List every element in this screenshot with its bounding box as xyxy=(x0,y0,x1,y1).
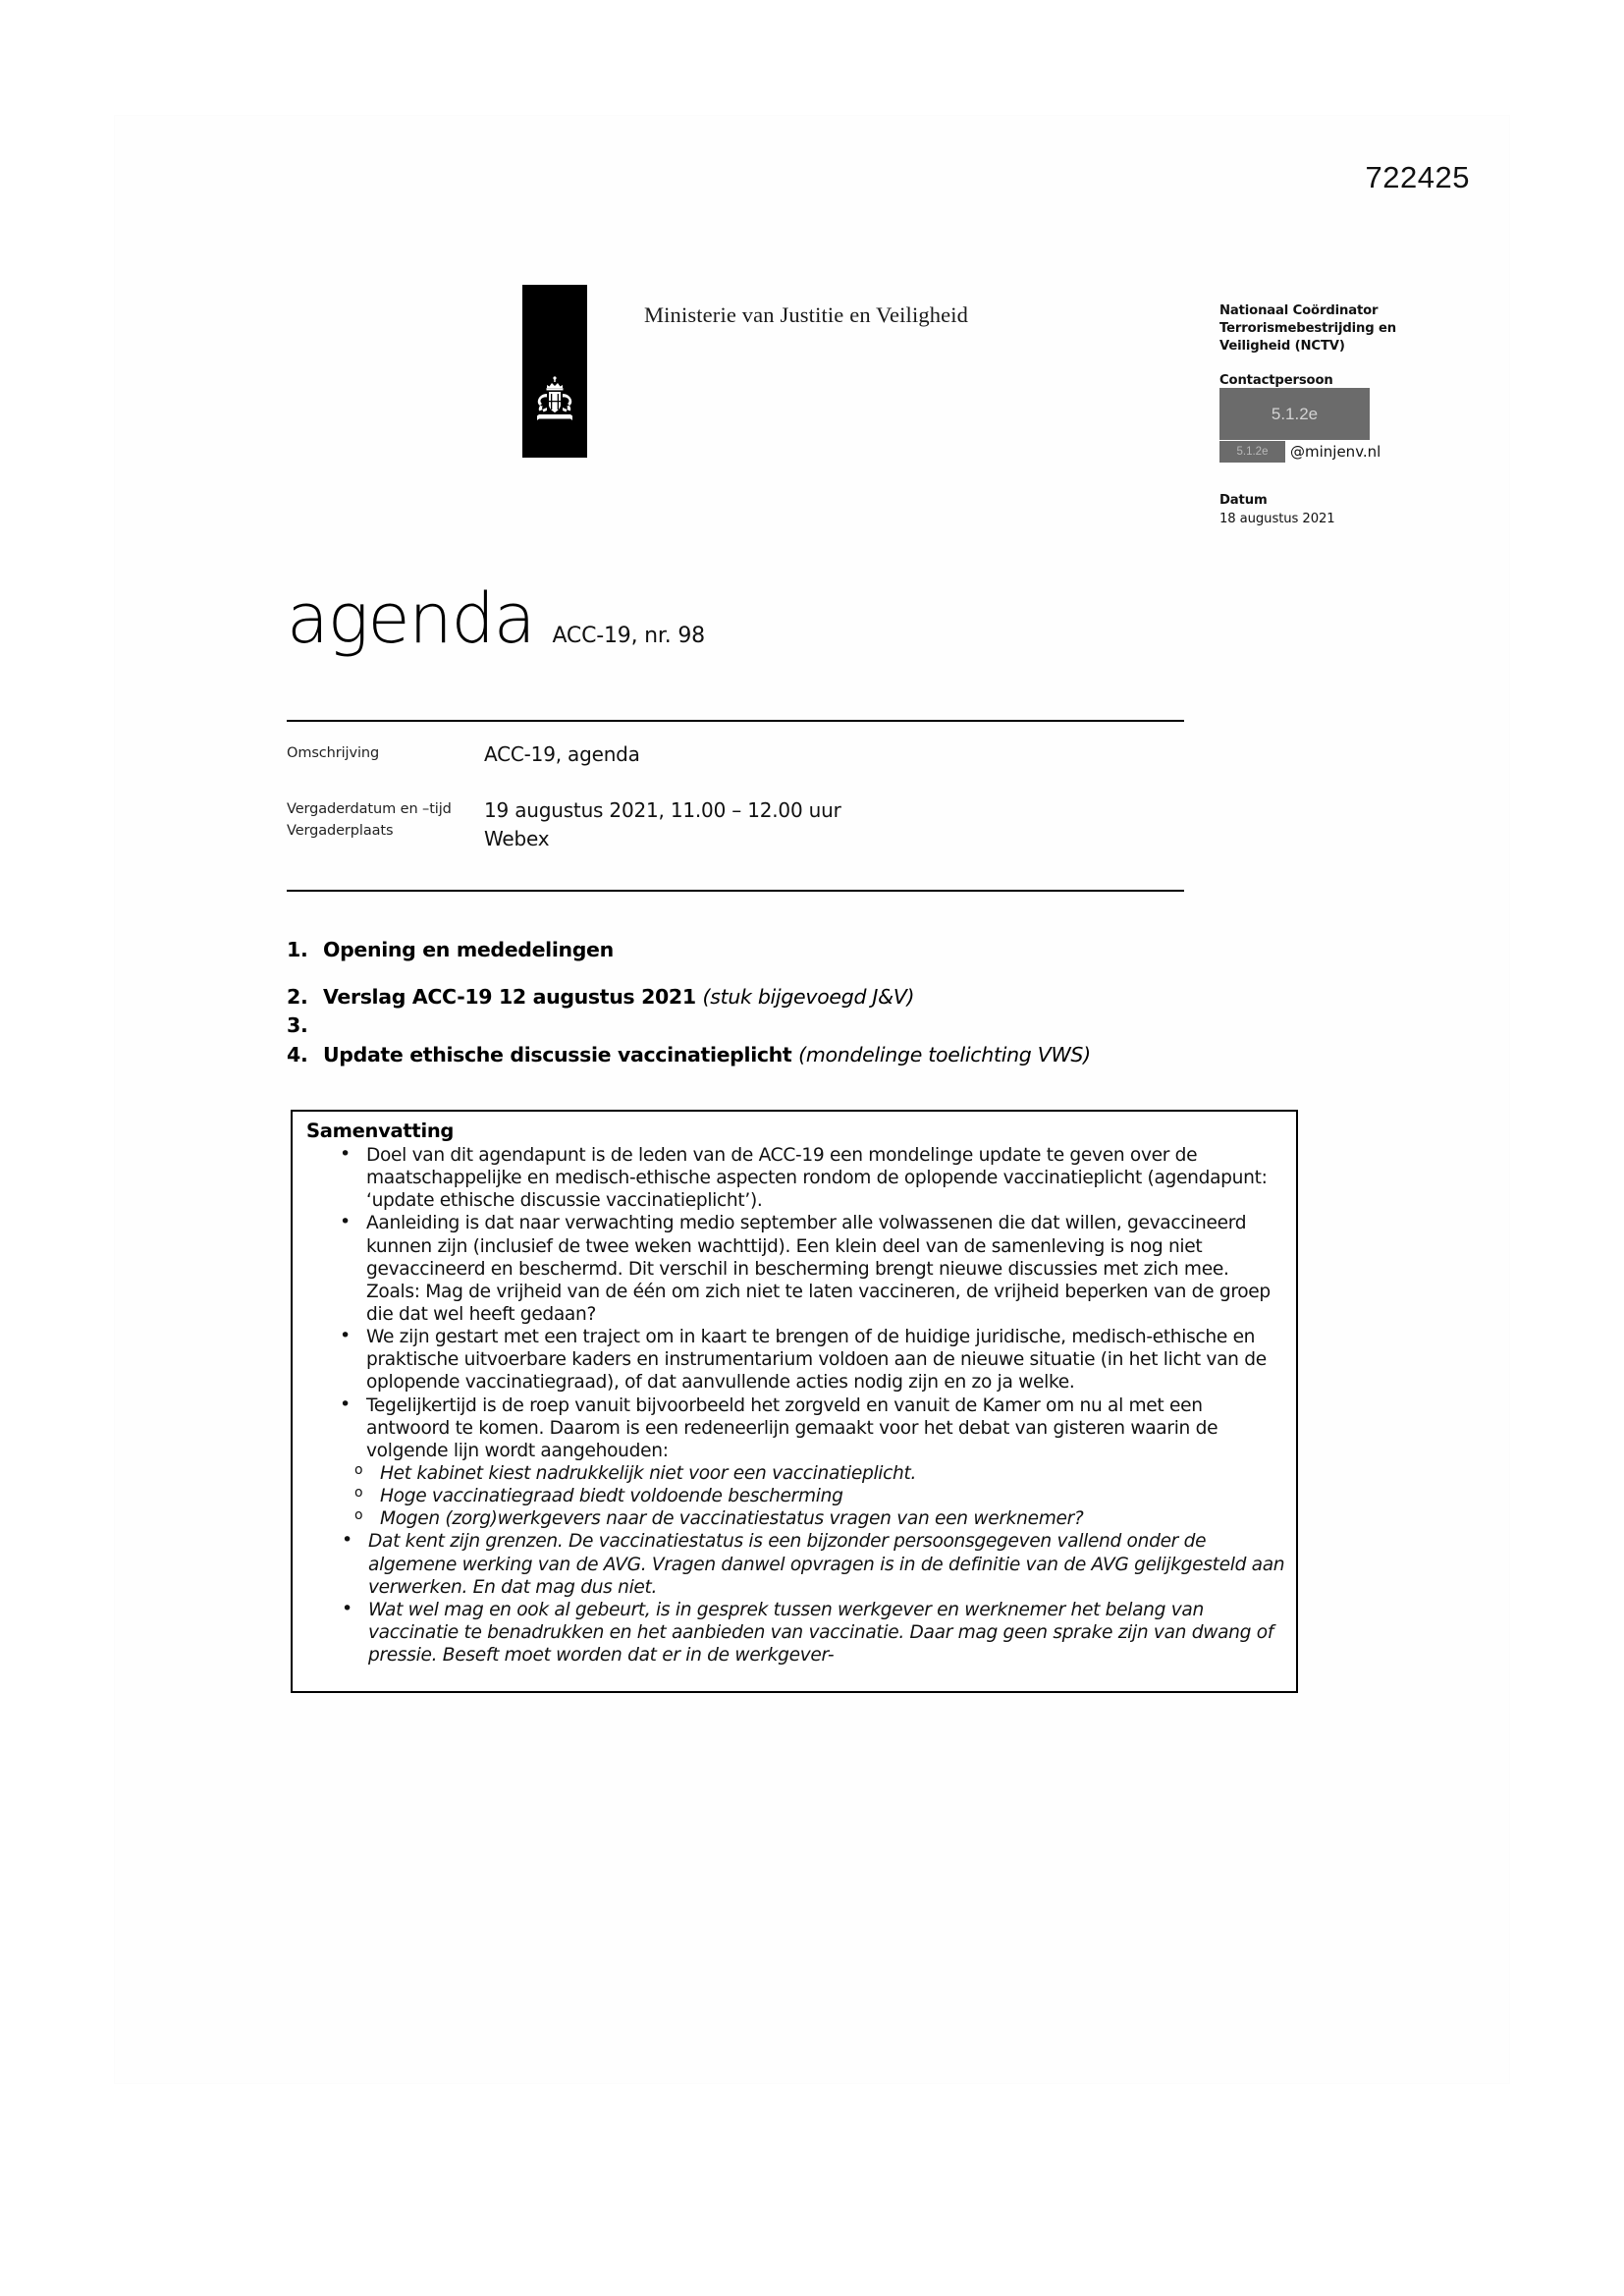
agenda-item-4-label: Update ethische discussie vaccinatieplicht xyxy=(323,1043,792,1067)
agenda-item-2-label: Verslag ACC-19 12 augustus 2021 xyxy=(323,984,696,1009)
list-item: • Dat kent zijn grenzen. De vaccinatiestatus is een bijzonder persoonsgegeven vallend onder de algemene werking van de AVG. Vragen danwel opvragen is in de definitie van de AVG gelijkgesteld aan verwerken. En dat mag dus niet. xyxy=(338,1530,1286,1598)
agenda-item-2-number: 2. xyxy=(287,984,308,1009)
organisation-line-1: Nationaal Coördinator xyxy=(1219,303,1379,318)
agenda-item-2-note: (stuk bijgevoegd J&V) xyxy=(702,984,915,1009)
list-item: o Mogen (zorg)werkgevers naar de vaccinatiestatus vragen van een werknemer? xyxy=(350,1507,1286,1530)
dutch-coat-of-arms-icon xyxy=(531,375,578,430)
organisation-line-3: Veiligheid (NCTV) xyxy=(1219,339,1345,355)
row-label-vergaderplaats: Vergaderplaats xyxy=(287,823,394,840)
row-label-omschrijving: Omschrijving xyxy=(287,745,380,761)
summary-bullet-list xyxy=(336,1144,1286,1462)
agenda-item-3-number: 3. xyxy=(287,1013,308,1038)
list-item: o Hoge vaccinatiegraad biedt voldoende bescherming xyxy=(350,1485,1286,1507)
title-main: agenda xyxy=(287,578,535,659)
contact-label: Contactpersoon xyxy=(1219,372,1333,388)
summary-box xyxy=(291,1110,1298,1693)
divider-top xyxy=(287,720,1184,722)
table-row xyxy=(287,796,1184,852)
document-page xyxy=(115,116,1509,2083)
divider-bottom xyxy=(287,890,1184,892)
organisation-name xyxy=(1219,302,1489,356)
summary-sub-list xyxy=(350,1462,1286,1530)
agenda-item-1 xyxy=(287,937,1229,964)
ministry-name: Ministerie van Justitie en Veiligheid xyxy=(644,302,969,327)
agenda-item-1-number: 1. xyxy=(287,938,308,961)
date-label: Datum xyxy=(1219,493,1268,509)
agenda-item-2 xyxy=(287,984,1229,1011)
row-value-vergaderdatum: 19 augustus 2021, 11.00 – 12.00 uur xyxy=(484,798,841,823)
redaction-email-local: 5.1.2e xyxy=(1219,441,1285,463)
row-label-vergaderdatum: Vergaderdatum en –tijd xyxy=(287,801,452,818)
agenda-items-list xyxy=(287,937,1229,1089)
agenda-item-4-number: 4. xyxy=(287,1043,308,1067)
row-value-omschrijving: ACC-19, agenda xyxy=(484,742,640,766)
row-values-datetime-place xyxy=(484,796,841,852)
list-item: • We zijn gestart met een traject om in kaart te brengen of de huidige juridische, medisch-ethische en praktische uitvoerbare kaders en instrumentarium voldoen aan de nieuwe situatie (in het licht van de oplopende vaccinatiegraad), of dat aanvullende acties nodig zijn en zo ja welke. xyxy=(336,1326,1286,1394)
list-item: • Doel van dit agendapunt is de leden van de ACC-19 een mondelinge update te geven over de maatschappelijke en medisch-ethische aspecten rondom de oplopende vaccinatieplicht (agendapunt: ‘update ethische discussie vaccinatieplicht’). xyxy=(336,1144,1286,1212)
page-title xyxy=(287,578,705,659)
redaction-contact-name: 5.1.2e xyxy=(1219,388,1370,440)
date-value: 18 augustus 2021 xyxy=(1219,512,1335,527)
agenda-item-4-text xyxy=(323,1042,1091,1069)
list-item: • Aanleiding is dat naar verwachting medio september alle volwassenen die dat willen, gevaccineerd kunnen zijn (inclusief de twee weken wachttijd). Een klein deel van de samenleving is nog niet gevaccineerd en beschermd. Dit verschil in bescherming brengt nieuwe discussies met zich mee. Zoals: Mag de vrijheid van de één om zich niet te laten vaccineren, de vrijheid beperken van de groep die dat wel heeft gedaan? xyxy=(336,1212,1286,1326)
list-item: o Het kabinet kiest nadrukkelijk niet voor een vaccinatieplicht. xyxy=(350,1462,1286,1485)
document-number: 722425 xyxy=(1365,160,1470,194)
contact-email-row xyxy=(1219,441,1489,463)
list-item: • Wat wel mag en ook al gebeurt, is in gesprek tussen werkgever en werknemer het belang van vaccinatie te benadrukken en het aanbieden van vaccinatie. Daar mag geen sprake zijn van dwang of pressie. Beseft moet worden dat er in de werkgever- xyxy=(338,1599,1286,1667)
row-labels-datetime-place xyxy=(287,796,484,839)
agenda-item-2-text xyxy=(323,984,914,1011)
title-sub: ACC-19, nr. 98 xyxy=(552,624,705,648)
email-domain: @minjenv.nl xyxy=(1290,443,1381,462)
agenda-item-3 xyxy=(287,1012,1229,1040)
agenda-item-4-note: (mondelinge toelichting VWS) xyxy=(798,1043,1091,1067)
agenda-item-4 xyxy=(287,1042,1229,1069)
summary-title: Samenvatting xyxy=(306,1120,455,1142)
meta-sidebar xyxy=(1219,302,1489,528)
ministry-logo xyxy=(522,285,587,458)
organisation-line-2: Terrorismebestrijding en xyxy=(1219,321,1397,337)
row-value-vergaderplaats: Webex xyxy=(484,826,550,850)
summary-italic-list xyxy=(338,1530,1286,1667)
meeting-details-table xyxy=(287,740,1184,852)
table-row xyxy=(287,740,1184,768)
agenda-item-1-text: Opening en mededelingen xyxy=(323,938,614,961)
list-item: • Tegelijkertijd is de roep vanuit bijvoorbeeld het zorgveld en vanuit de Kamer om nu al met een antwoord te komen. Daarom is een redeneerlijn gemaakt voor het debat van gisteren waarin de volgende lijn wordt aangehouden: xyxy=(336,1394,1286,1462)
